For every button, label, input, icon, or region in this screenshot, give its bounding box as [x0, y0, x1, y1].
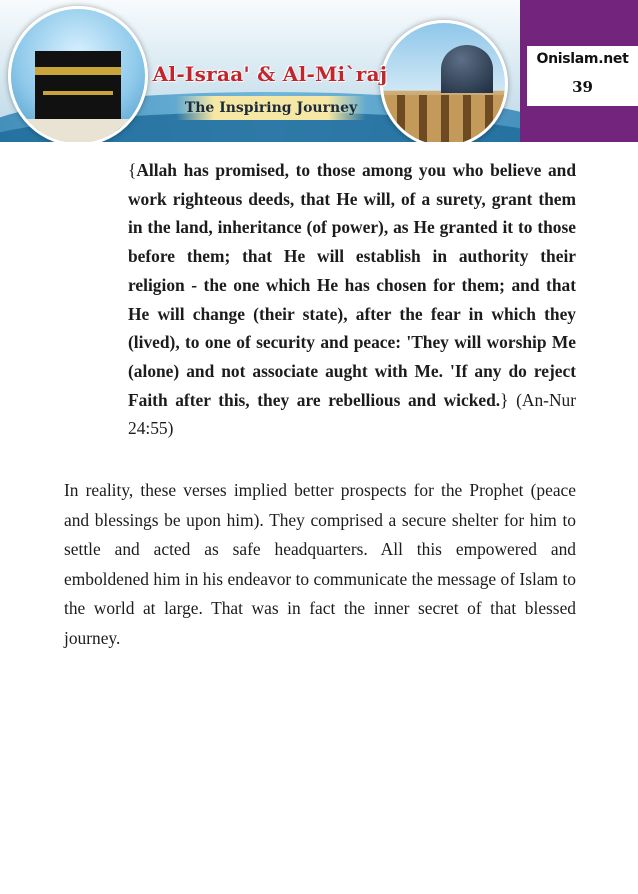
- kaaba-image: [8, 6, 148, 142]
- banner-title: Al-Israa' & Al-Mi`raj: [152, 62, 388, 86]
- mosque-image: [380, 20, 508, 142]
- quote-citation: (An-Nur 24:55): [128, 389, 576, 439]
- quote-verse: Allah has promised, to those among you who believe and work righteous deeds, that He will, of a surety, grant them in the land, inheritance (of power), as He granted it to those before them; that He will establish in authority their religion - the one which He has chosen for them; and that He will change (their state), after the fear in which they (lived), to one of security and peace: 'They will worship Me (alone) and not associate aught with Me. 'If any do reject Faith after this, they are rebellious and wicked.: [128, 160, 576, 410]
- body-paragraph: In reality, these verses implied better prospects for the Prophet (peace and blessings be upon him). They comprised a secure shelter for him to settle and acted as safe headquarters. All this empowered and emboldened him in his endeavor to communicate the message of Islam to the world at large. That was in fact the inner secret of that blessed journey.: [64, 480, 576, 648]
- kaaba-ground: [11, 119, 145, 142]
- site-name: Onislam.net: [527, 46, 638, 72]
- quran-quote: [128, 156, 576, 443]
- dome-icon: [441, 45, 493, 93]
- quote-open-brace: {: [128, 160, 137, 180]
- mosque-arches: [383, 95, 505, 142]
- header-banner: [0, 0, 520, 142]
- quote-close-brace: }: [500, 389, 509, 410]
- banner-subtitle: The Inspiring Journey: [176, 96, 366, 120]
- page-number: 39: [527, 72, 638, 106]
